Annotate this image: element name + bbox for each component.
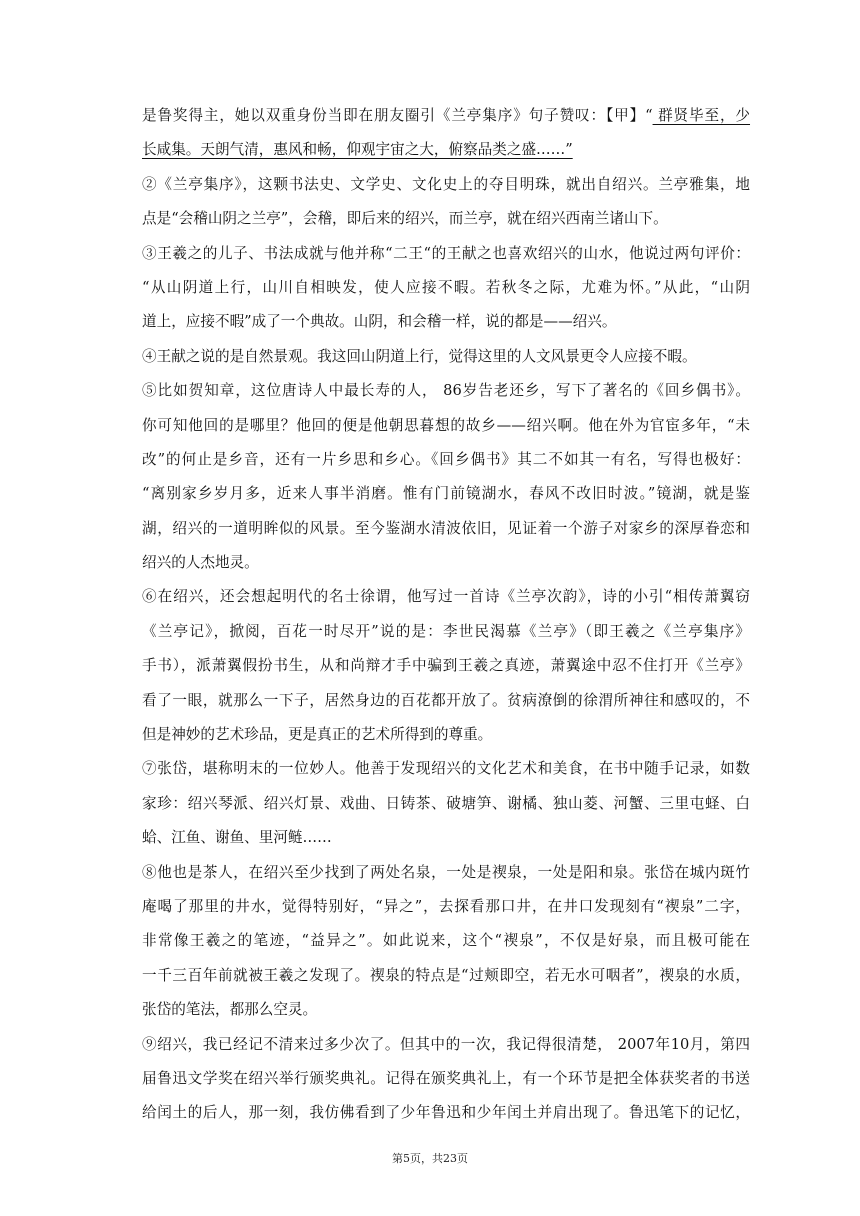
text-line <box>142 450 750 470</box>
text-line <box>142 209 750 229</box>
text-line <box>142 931 750 951</box>
text-line <box>142 966 750 986</box>
text-line <box>142 278 750 298</box>
line-text: ⑦张岱，堪称明末的一位妙人。他善于发现绍兴的文化艺术和美食，在书中随手记录，如数 <box>142 760 750 778</box>
line-text: 蛤、江鱼、谢鱼、里河鲢…… <box>142 829 332 847</box>
text-line <box>142 244 750 264</box>
line-text: 但是神妙的艺术珍品，更是真正的艺术所得到的尊重。 <box>142 726 493 744</box>
text-line <box>142 553 750 573</box>
text-line <box>142 725 750 745</box>
text-line <box>142 587 750 607</box>
text-line <box>142 622 750 642</box>
line-text: ③王羲之的儿子、书法成就与他并称“二王“的王献之也喜欢绍兴的山水，他说过两句评价： <box>142 244 750 262</box>
text-line <box>142 484 750 504</box>
line-text: 给闰土的后人，那一刻，我仿佛看到了少年鲁迅和少年闰土并肩出现了。鲁迅笔下的记忆， <box>142 1104 750 1122</box>
line-text: 《兰亭记》，掀阅，百花一时尽开”说的是：李世民渴慕《兰亭》（即王羲之《兰亭集序》 <box>142 622 750 640</box>
line-text: 道上，应接不暇”成了一个典故。山阴，和会稽一样，说的都是——绍兴。 <box>142 313 617 331</box>
underlined-quote: 群贤毕至，少 <box>652 107 751 124</box>
line-text: 点是“会稽山阴之兰亭”，会稽，即后来的绍兴，而兰亭，就在绍兴西南兰诸山下。 <box>142 210 668 228</box>
line-text: 张岱的笔法，都那么空灵。 <box>142 1001 318 1019</box>
line-text: 届鲁迅文学奖在绍兴举行颁奖典礼。记得在颁奖典礼上，有一个环节是把全体获奖者的书送 <box>142 1069 750 1087</box>
line-text: 看了一眼，就那么一下子，居然身边的百花都开放了。贫病潦倒的徐渭所神往和感叹的，不 <box>142 691 750 709</box>
text-line <box>142 656 750 676</box>
text-line <box>142 1103 750 1123</box>
line-text: ④王献之说的是自然景观。我这回山阴道上行，觉得这里的人文风景更令人应接不暇。 <box>142 347 697 365</box>
text-line <box>142 106 750 126</box>
text-line <box>142 794 750 814</box>
line-text: 一千三百年前就被王羲之发现了。禊泉的特点是“过颊即空，若无水可咽者”，禊泉的水质， <box>142 966 750 984</box>
text-line <box>142 381 750 401</box>
line-text: 绍兴的人杰地灵。 <box>142 554 259 572</box>
text-line <box>142 312 750 332</box>
line-text: 庵喝了那里的井水，觉得特别好，“异之”，去探看那口井，在井口发现刻有“禊泉”二字， <box>142 897 750 915</box>
line-text: 非常像王羲之的笔迹，“益异之”。如此说来，这个“禊泉”，不仅是好泉，而且极可能在 <box>142 932 750 950</box>
text-line <box>142 1035 750 1055</box>
text-line <box>142 1000 750 1020</box>
text-line <box>142 828 750 848</box>
text-line <box>142 519 750 539</box>
text-line <box>142 863 750 883</box>
line-text: ②《兰亭集序》，这颗书法史、文学史、文化史上的夺目明珠，就出自绍兴。兰亭雅集，地 <box>142 175 750 193</box>
line-text: “从山阴道上行，山川自相映发，使人应接不暇。若秋冬之际，尤难为怀。”从此，“山阴 <box>142 278 750 296</box>
line-text: ⑨绍兴，我已经记不清来过多少次了。但其中的一次，我记得很清楚， 2007年10月，第四 <box>142 1035 750 1053</box>
line-text: 家珍：绍兴琴派、绍兴灯景、戏曲、日铸茶、破塘笋、谢橘、独山菱、河蟹、三里屯蛏、白 <box>142 794 750 812</box>
line-text: ⑤比如贺知章，这位唐诗人中最长寿的人， 86岁告老还乡，写下了著名的《回乡偶书》。 <box>142 382 750 400</box>
text-line <box>142 416 750 436</box>
text-line <box>142 175 750 195</box>
line-text: ⑧他也是茶人，在绍兴至少找到了两处名泉，一处是禊泉，一处是阳和泉。张岱在城内斑竹 <box>142 863 750 881</box>
article-body <box>142 106 750 1138</box>
underlined-quote: 长咸集。天朗气清，惠风和畅，仰观宇宙之大，俯察品类之盛……” <box>142 141 573 159</box>
text-line <box>142 347 750 367</box>
text-line <box>142 691 750 711</box>
text-line <box>142 140 750 160</box>
text-line <box>142 897 750 917</box>
line-text: 改”的何止是乡音，还有一片乡思和乡心。《回乡偶书》其二不如其一有名，写得也极好： <box>142 450 750 468</box>
line-text: 你可知他回的是哪里？他回的便是他朝思暮想的故乡——绍兴啊。他在外为官宦多年，“未 <box>142 416 750 434</box>
text-line <box>142 1069 750 1089</box>
line-text: 手书），派萧翼假扮书生，从和尚辩才手中骗到王羲之真迹，萧翼途中忍不住打开《兰亭》 <box>142 657 750 675</box>
page-number: 第5页，共23页 <box>392 1152 468 1165</box>
line-text: “离别家乡岁月多，近来人事半消磨。惟有门前镜湖水，春风不改旧时波。”镜湖，就是鉴 <box>142 485 750 503</box>
line-text: 是鲁奖得主，她以双重身份当即在朋友圈引《兰亭集序》句子赞叹：【甲】“ <box>142 107 653 124</box>
line-text: 湖，绍兴的一道明眸似的风景。至今鉴湖水清波依旧，见证着一个游子对家乡的深厚眷恋和 <box>142 519 750 537</box>
line-text: ⑥在绍兴，还会想起明代的名士徐谓，他写过一首诗《兰亭次韵》，诗的小引“相传萧翼窃 <box>142 588 750 606</box>
text-line <box>142 759 750 779</box>
